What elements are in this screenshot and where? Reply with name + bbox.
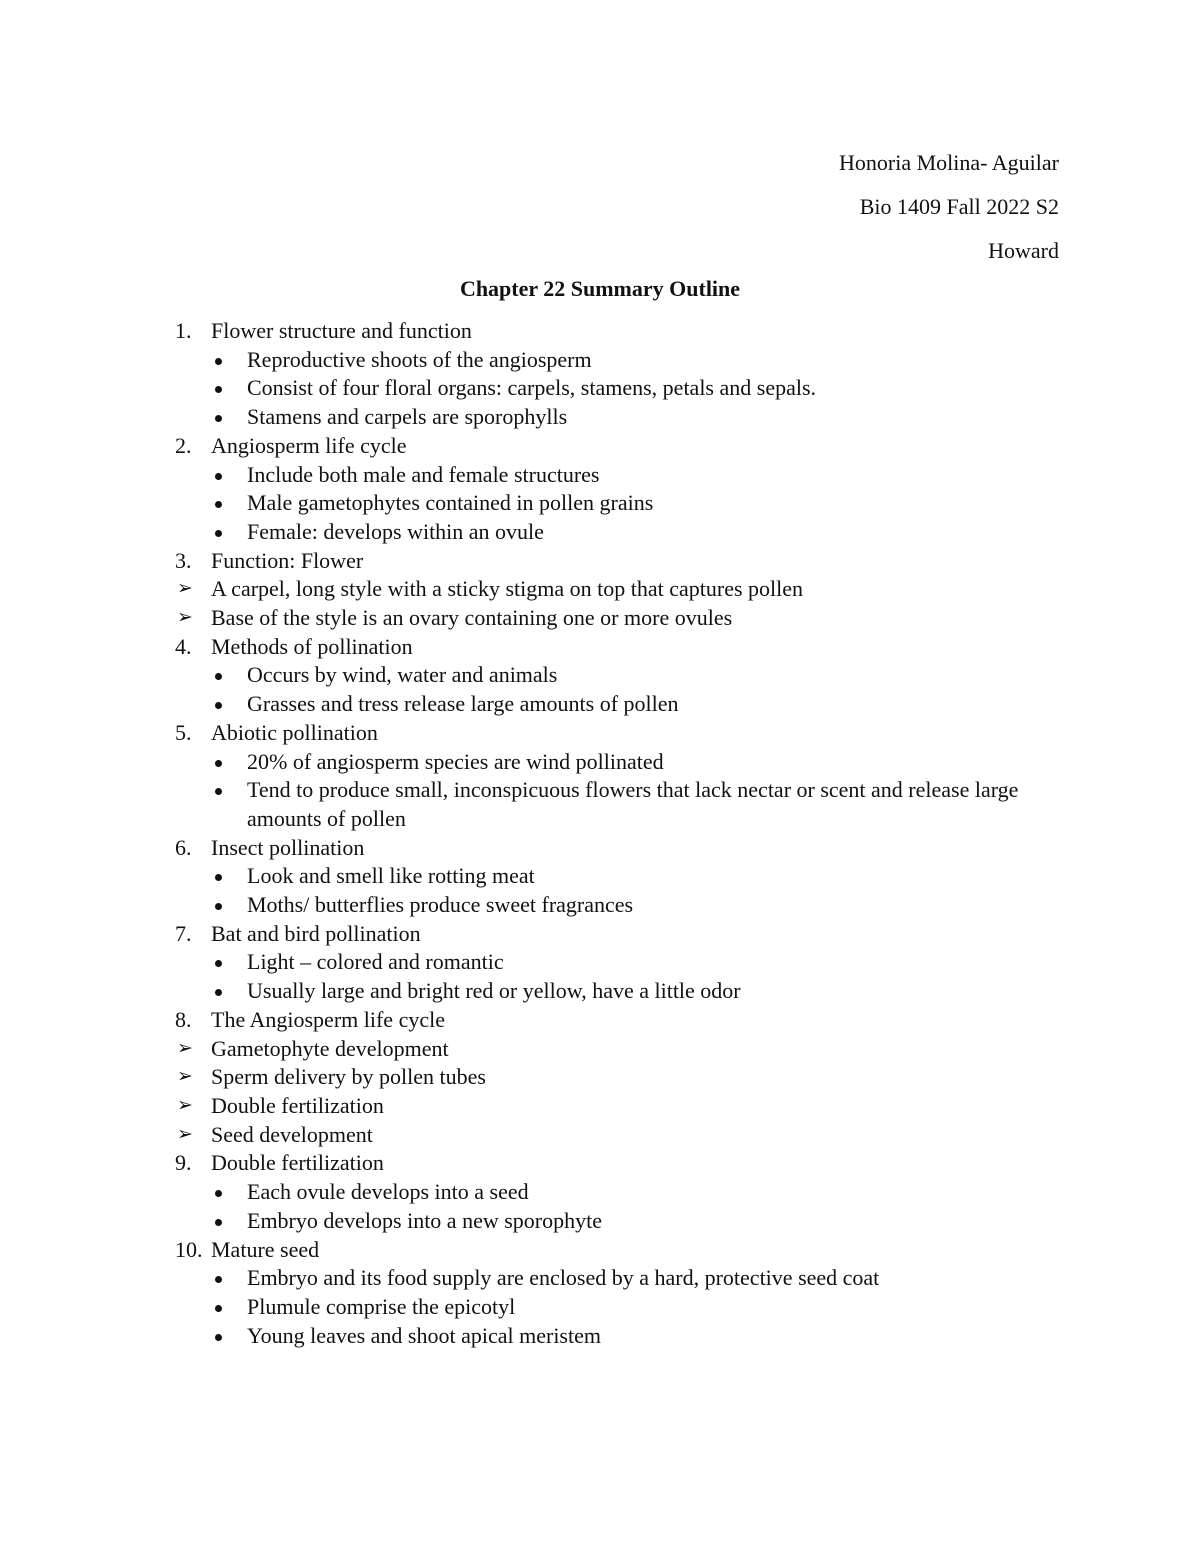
outline-section: [175, 1006, 1055, 1035]
section-number: 9.: [175, 1150, 192, 1176]
section-heading: Flower structure and function: [211, 318, 472, 343]
bullet-text: Include both male and female structures: [247, 461, 600, 487]
outline-bullet-item: [175, 862, 1055, 891]
document-title: Chapter 22 Summary Outline: [459, 276, 741, 301]
bullet-text: Usually large and bright red or yellow, have a little odor: [247, 978, 741, 1004]
outline-bullet-item: [175, 690, 1055, 719]
bullet-text: Occurs by wind, water and animals: [247, 662, 558, 688]
bullet-text: Light – colored and romantic: [247, 949, 504, 975]
outline-bullet-item: [175, 1293, 1055, 1322]
outline-bullet-item: [175, 374, 1055, 403]
outline-arrow-item: [175, 575, 1055, 604]
outline-arrow-item: [175, 1092, 1055, 1121]
outline-section: [175, 1149, 1055, 1178]
outline-section: [175, 920, 1055, 949]
outline-bullet-item: [175, 461, 1055, 490]
bullet-dot-icon: [215, 903, 222, 910]
section-number: 1.: [175, 318, 192, 343]
section-heading: Function: Flower: [211, 547, 364, 573]
outline-section: [175, 432, 1055, 461]
arrow-item-text: A carpel, long style with a sticky stigma on top that captures pollen: [211, 576, 804, 602]
bullet-text: Stamens and carpels are sporophylls: [247, 404, 568, 430]
section-number: 4.: [175, 633, 192, 659]
bullet-text: Embryo develops into a new sporophyte: [247, 1207, 602, 1233]
bullet-dot-icon: [215, 473, 222, 480]
arrow-item-text: Sperm delivery by pollen tubes: [211, 1064, 486, 1090]
outline-section: [175, 633, 1055, 662]
bullet-text: Plumule comprise the epicotyl: [247, 1293, 516, 1319]
bullet-text: Reproductive shoots of the angiosperm: [247, 346, 592, 372]
summary-outline: [175, 317, 1055, 1350]
outline-bullet-item: [175, 518, 1055, 547]
arrow-bullet-icon: ➢: [177, 1037, 193, 1059]
section-heading: Angiosperm life cycle: [211, 432, 407, 458]
bullet-text: Look and smell like rotting meat: [247, 863, 535, 889]
arrow-bullet-icon: ➢: [177, 1066, 193, 1088]
bullet-text: Consist of four floral organs: carpels, stamens, petals and sepals.: [247, 375, 817, 401]
outline-bullet-item: [175, 748, 1055, 777]
section-number: 8.: [175, 1006, 192, 1032]
course-info: Bio 1409 Fall 2022 S2: [859, 194, 1059, 219]
bullet-dot-icon: [215, 1219, 222, 1226]
section-number: 10.: [175, 1236, 203, 1262]
outline-bullet-item: [175, 776, 1055, 833]
outline-bullet-item: [175, 977, 1055, 1006]
bullet-text: Male gametophytes contained in pollen grains: [247, 490, 654, 516]
bullet-text: Each ovule develops into a seed: [247, 1179, 529, 1205]
outline-arrow-item: [175, 604, 1055, 633]
bullet-text: Moths/ butterflies produce sweet fragrances: [247, 892, 634, 918]
bullet-text: Female: develops within an ovule: [247, 518, 544, 544]
section-heading: Bat and bird pollination: [211, 920, 421, 946]
outline-bullet-item: [175, 346, 1055, 375]
bullet-text: 20% of angiosperm species are wind pollinated: [247, 748, 664, 774]
outline-section: [175, 1236, 1055, 1265]
outline-arrow-item: [175, 1035, 1055, 1064]
outline-bullet-item: [175, 1322, 1055, 1351]
section-number: 3.: [175, 547, 192, 573]
bullet-dot-icon: [215, 358, 222, 365]
arrow-bullet-icon: ➢: [177, 1123, 193, 1145]
section-number: 2.: [175, 432, 192, 458]
bullet-dot-icon: [215, 1305, 222, 1312]
outline-section: [175, 547, 1055, 576]
outline-bullet-item: [175, 948, 1055, 977]
section-heading: Insect pollination: [211, 834, 365, 860]
outline-arrow-item: [175, 1121, 1055, 1150]
section-number: 6.: [175, 834, 192, 860]
outline-bullet-item: [175, 489, 1055, 518]
arrow-bullet-icon: ➢: [177, 607, 193, 629]
section-heading: Mature seed: [211, 1236, 320, 1262]
author-name: Honoria Molina- Aguilar: [839, 150, 1059, 175]
bullet-dot-icon: [215, 1334, 222, 1341]
bullet-dot-icon: [215, 530, 222, 537]
section-number: 7.: [175, 920, 192, 946]
outline-section: [175, 834, 1055, 863]
bullet-text: Young leaves and shoot apical meristem: [247, 1322, 601, 1348]
outline-section: [175, 719, 1055, 748]
arrow-bullet-icon: ➢: [177, 1094, 193, 1116]
outline-bullet-item: [175, 661, 1055, 690]
section-heading: Methods of pollination: [211, 633, 413, 659]
document-header: [839, 141, 1059, 273]
arrow-item-text: Double fertilization: [211, 1092, 384, 1118]
outline-bullet-item: [175, 891, 1055, 920]
outline-arrow-item: [175, 1063, 1055, 1092]
bullet-text: Tend to produce small, inconspicuous flowers that lack nectar or scent and release large amounts of pollen: [247, 777, 1019, 831]
outline-bullet-item: [175, 403, 1055, 432]
arrow-bullet-icon: ➢: [177, 578, 193, 600]
bullet-dot-icon: [215, 760, 222, 767]
section-heading: Double fertilization: [211, 1150, 384, 1176]
section-heading: The Angiosperm life cycle: [211, 1006, 445, 1032]
bullet-text: Grasses and tress release large amounts of pollen: [247, 691, 679, 717]
outline-bullet-item: [175, 1264, 1055, 1293]
outline-bullet-item: [175, 1207, 1055, 1236]
section-number: 5.: [175, 719, 192, 745]
arrow-item-text: Base of the style is an ovary containing one or more ovules: [211, 605, 733, 631]
outline-bullet-item: [175, 1178, 1055, 1207]
instructor-name: Howard: [988, 238, 1059, 263]
arrow-item-text: Seed development: [211, 1121, 373, 1147]
section-heading: Abiotic pollination: [211, 719, 378, 745]
outline-section: [175, 317, 1055, 346]
bullet-text: Embryo and its food supply are enclosed by a hard, protective seed coat: [247, 1265, 880, 1291]
arrow-item-text: Gametophyte development: [211, 1035, 449, 1061]
